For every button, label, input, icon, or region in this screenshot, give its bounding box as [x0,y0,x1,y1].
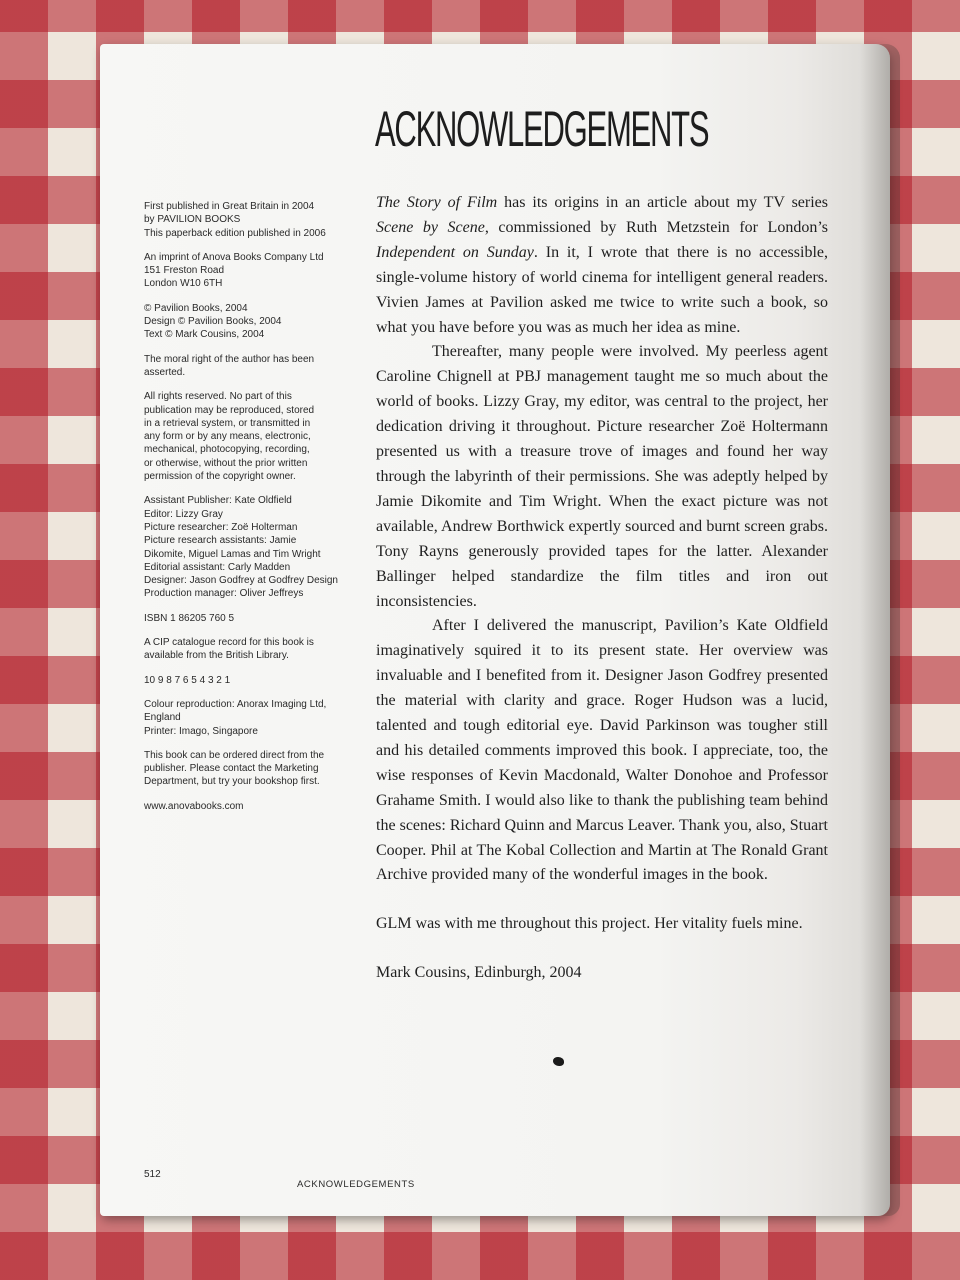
imprint-line: mechanical, photocopying, recording, [144,444,310,456]
imprint-block [144,251,359,291]
imprint-block [144,302,359,342]
imprint-block [144,390,359,483]
paragraph-4: GLM was with me throughout this project. Her vitality fuels mine. [376,915,803,933]
imprint-line: Department, but try your bookshop first. [144,776,320,788]
imprint-line: An imprint of Anova Books Company Ltd [144,251,324,263]
imprint-block [144,636,359,663]
page-number: 512 [144,1169,161,1180]
imprint-line: First published in Great Britain in 2004 [144,201,315,212]
imprint-line: in a retrieval system, or transmitted in [144,417,311,429]
page-heading: ACKNOWLEDGEMENTS [375,101,709,157]
imprint-line: available from the British Library. [144,650,289,662]
imprint-line: 10 9 8 7 6 5 4 3 2 1 [144,674,231,686]
imprint-line: Dikomite, Miguel Lamas and Tim Wright [144,548,321,560]
imprint-line: Assistant Publisher: Kate Oldfield [144,495,292,507]
running-title: ACKNOWLEDGEMENTS [297,1179,415,1190]
imprint-block [144,612,359,625]
imprint-line: England [144,712,181,724]
imprint-line: Editorial assistant: Carly Madden [144,561,291,573]
imprint-line: www.anovabooks.com [144,800,244,812]
paragraph-2: Thereafter, many people were involved. My peerless agent Caroline Chignell at PBJ management taught me so much about the world of books. Lizzy Gray, my editor, was central to the project, her dedication driving it throughout. Picture researcher Zoë Holtermann presented us with a treasure trove of images and found her way through the labyrinth of their permissions. She was adeptly helped by Jamie Dikomite and Tim Wright. When the exact picture was not available, Andrew Borthwick expertly sourced and burnt screen grabs. Tony Rayns generously provided tapes for the latter. Alexander Ballinger helped standardize the film titles and iron out inconsistencies. [376,343,828,610]
imprint-column [144,200,359,824]
page-curve-shadow [860,44,900,1216]
imprint-line: 151 Freston Road [144,265,225,277]
acknowledgements-body [376,191,828,986]
paragraph-1: The Story of Film has its origins in an article about my TV series Scene by Scene, commissioned by Ruth Metzstein for London’s Independent on Sunday. In it, I wrote that there is no accessible, single-volume history of world cinema for intelligent general readers. Vivien James at Pavilion asked me twice to write such a book, so what you have before you was as much her idea as mine. [376,194,829,336]
imprint-line: Picture researcher: Zoë Holterman [144,521,298,533]
imprint-line: publication may be reproduced, stored [144,404,315,416]
imprint-block [144,749,359,789]
ink-blot [553,1057,564,1066]
imprint-line: Design © Pavilion Books, 2004 [144,316,282,328]
imprint-line: Designer: Jason Godfrey at Godfrey Design [144,575,338,587]
series-title: Scene by Scene [376,218,485,236]
imprint-line: any form or by any means, electronic, [144,431,311,443]
imprint-line: The moral right of the author has been [144,353,315,365]
imprint-line: ISBN 1 86205 760 5 [144,612,235,624]
imprint-line: publisher. Please contact the Marketing [144,763,319,775]
imprint-line: A CIP catalogue record for this book is [144,637,314,649]
imprint-line: Text © Mark Cousins, 2004 [144,329,265,341]
imprint-line: permission of the copyright owner. [144,471,296,483]
book-title: The Story of Film [376,194,498,211]
imprint-line: Picture research assistants: Jamie [144,535,297,547]
signature: Mark Cousins, Edinburgh, 2004 [376,964,582,982]
imprint-block [144,200,359,240]
imprint-block [144,698,359,738]
imprint-block [144,353,359,380]
imprint-line: or otherwise, without the prior written [144,457,308,469]
paragraph-3: After I delivered the manuscript, Pavilion’s Kate Oldfield imaginatively squired it to its present state. Her overview was invaluable and I benefited from it. Designer Jason Godfrey presented the material with clarity and grace. Roger Hudson was a lucid, talented and tough editorial eye. David Parkinson was tougher still and his detailed comments improved this book. I appreciate, too, the wise responses of Kevin Macdonald, Walter Donohoe and Professor Grahame Smith. I would also like to thank the publishing team behind the scenes: Richard Quinn and Marcus Leaver. Thank you, also, Stuart Cooper. Phil at The Kobal Collection and Martin at The Ronald Grant Archive provided many of the wonderful images in the book. [376,617,828,884]
imprint-line: Production manager: Oliver Jeffreys [144,588,304,600]
imprint-line: This book can be ordered direct from the [144,749,325,761]
imprint-block [144,494,359,600]
imprint-line: London W10 6TH [144,278,223,290]
imprint-line: Printer: Imago, Singapore [144,725,258,737]
imprint-block [144,674,359,687]
imprint-line: All rights reserved. No part of this [144,391,292,403]
imprint-line: Colour reproduction: Anorax Imaging Ltd, [144,698,327,710]
imprint-line: This paperback edition published in 2006 [144,227,326,239]
imprint-line: Editor: Lizzy Gray [144,508,223,520]
imprint-line: by PAVILION BOOKS [144,214,241,226]
imprint-line: © Pavilion Books, 2004 [144,302,248,314]
newspaper-title: Independent on Sunday [376,243,534,261]
imprint-line: asserted. [144,366,186,378]
imprint-block [144,800,359,813]
